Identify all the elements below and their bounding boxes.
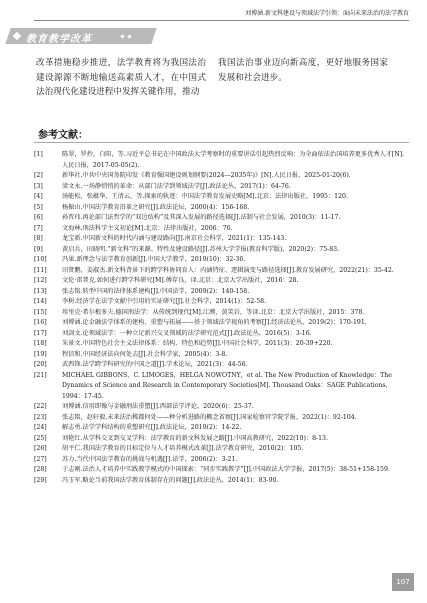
- reference-number: [23]: [34, 413, 47, 421]
- reference-number: [29]: [34, 476, 47, 484]
- reference-text: 程信和.中国经济法向何处去[J].社会科学家，2005(4)：3-8.: [62, 350, 228, 358]
- reference-number: [13]: [34, 287, 47, 295]
- reference-text: 武西锋.法学跨学科研究的中国之道[J].学术论坛，2021(3)：44-56.: [62, 361, 248, 368]
- reference-number: [21]: [34, 371, 47, 379]
- reference-text: 冯果.新理念与法学教育创新[J].中国大学教学，2019(10)：32-36.: [62, 256, 246, 263]
- reference-text: 张志铭，赵轩毅.未来法治稀都何处——种分析进路的概念省察[J].国家检察官学院学报，2022(1)：92-104.: [62, 413, 357, 421]
- body-text-left: 改革措施稳步推进，法学教育将为我国法治建设源源不断地输送高素质人才，在中国式法治现代化建设进程中发挥关键作用，推动: [36, 58, 206, 97]
- reference-text: 新华社.中共中央国务院印发《教育强国建设规划纲要(2024—2035年)》[N].人民日报，2025-01-20(6).: [62, 172, 351, 179]
- reference-number: [20]: [34, 361, 47, 368]
- reference-number: [7]: [34, 224, 43, 232]
- reference-item: [34, 224, 409, 235]
- reference-item: [34, 276, 409, 287]
- reference-item: [34, 329, 409, 340]
- reference-text: 刘剑文.论领域法学：一种立足新兴交叉领域的法学研究范式[J].政法论丛，2016(5)：3-16.: [62, 329, 312, 337]
- references-title: 参考文献：: [38, 130, 88, 141]
- reference-number: [2]: [34, 172, 43, 179]
- reference-item: [34, 255, 409, 266]
- reference-number: [15]: [34, 308, 47, 316]
- reference-item: [34, 455, 409, 466]
- reference-text: 刘艳红.从学科交叉到交叉学科：法学教育的新文科发展之路[J].中国高教研究，2022(10)：8-13.: [62, 434, 328, 442]
- reference-item: [34, 287, 409, 298]
- reference-text: MICHAEL GIBBONS，C. LIMOGES，HELGA NOWOTNY，et al. The New Production of Knowledge：The Dynamics of Science and Research in Contemporary Societies[M]. Thousand Oaks：SAGE Publications，1994：17-45.: [62, 371, 392, 400]
- reference-number: [22]: [34, 403, 47, 410]
- reference-item: [34, 476, 409, 487]
- reference-text: 龙宝新.中国新文科的时代内涵与建设路向[J].南京社会科学，2021(1)：135-143.: [62, 235, 287, 242]
- references-divider: [34, 142, 409, 143]
- reference-text: 梁文永.一场静悄悄的革命：从部门法学到领域法学[J].政法论丛，2017(1)：64-76.: [62, 182, 291, 190]
- reference-number: [27]: [34, 455, 47, 463]
- page-number: 107: [392, 573, 414, 591]
- reference-text: 刘博涵.信用即像与金融刑法重塑[J].西部法学评论，2020(6)：25-37.: [62, 403, 254, 410]
- reference-text: 杨振山.中国法学教育沿革之研究[J].政法论坛，2000(4)：156-168.: [62, 203, 250, 211]
- references-list: [34, 150, 409, 486]
- column-label: 教育教学改革: [26, 34, 92, 45]
- reference-text: 刘博涵.论金融法学体系的建构、重塑与拓展——基于领域法学视角的考察[J].经济法论丛，2019(2)：170-191.: [62, 319, 367, 326]
- reference-item: [34, 308, 409, 319]
- reference-text: 黄启兵，田晓明.“新文科”的来源、特性及建设路径[J].苏州大学学报(教育科学版)，2020(2)：75-83.: [62, 245, 340, 253]
- reference-number: [9]: [34, 245, 43, 253]
- reference-text: 文海林.刑法科学主义初论[M].北京：法律出版社，2006：76.: [62, 224, 233, 232]
- reference-item: [34, 360, 409, 371]
- reference-number: [19]: [34, 350, 47, 358]
- reference-text: 田贤鹏，姜淑杰.新文科背景下的跨学科协同育人：内涵特征、逻辑演变与路径选择[J].教育发展研究，2022(21)：35-42.: [62, 266, 394, 274]
- reference-number: [3]: [34, 182, 43, 190]
- reference-item: [34, 465, 409, 476]
- reference-item: [34, 402, 409, 413]
- reference-number: [12]: [34, 277, 47, 284]
- reference-text: 张志铭.转型中国的法律体系建构[J].中国法学，2009(2)：140-158.: [62, 287, 250, 295]
- reference-number: [25]: [34, 434, 47, 442]
- reference-item: [34, 297, 409, 308]
- reference-item: [34, 150, 409, 171]
- reference-item: [34, 203, 409, 214]
- reference-item: [34, 245, 409, 256]
- reference-text: 李树.经济学在法学文献中引用的实证研究[J].社会科学，2014(1)：52-58.: [62, 298, 267, 305]
- reference-number: [24]: [34, 424, 47, 431]
- reference-number: [28]: [34, 466, 47, 473]
- reference-number: [16]: [34, 319, 47, 326]
- reference-number: [1]: [34, 151, 43, 158]
- reference-number: [14]: [34, 298, 47, 305]
- reference-item: [34, 371, 409, 403]
- reference-text: 解志勇.法学学科结构的重塑研究[J].政法论坛，2019(2)：14-22.: [62, 424, 242, 431]
- reference-text: 文伦·雷普克.如何进行跨学科研究[M].傅存良，译.北京：北京大学出版社，2016：28.: [62, 277, 299, 284]
- reference-text: 冯玉军.略论当前我国法学教育体制存在的问题[J].政法论丛，2014(1)：83-90.: [62, 476, 279, 484]
- header-divider: [34, 20, 409, 21]
- reference-item: [34, 318, 409, 329]
- reference-item: [34, 234, 409, 245]
- reference-item: [34, 434, 409, 445]
- running-header: 刘博涵.新文科建设与领域法学引领：面向未来法治的法学教育: [245, 10, 409, 17]
- reference-number: [6]: [34, 214, 43, 221]
- reference-text: 埃里克·希尔根多夫.德国刑法学：从传统到现代[M].江溯，黄笑岩，等译.北京：北京大学出版社，2015：378.: [62, 308, 365, 316]
- reference-number: [5]: [34, 203, 43, 211]
- reference-item: [34, 171, 409, 182]
- reference-text: 孙晋玮.再论部门法哲学的“双边结构”及其深入发展的路径选择[J].法制与社会发展，2010(3)：11-17.: [62, 214, 341, 221]
- reference-item: [34, 192, 409, 203]
- reference-item: [34, 350, 409, 361]
- reference-number: [17]: [34, 329, 47, 337]
- reference-number: [8]: [34, 235, 43, 242]
- reference-item: [34, 444, 409, 455]
- reference-text: 苏力.当代中国法学教育的挑战与机遇[J].法学，2006(2)：3-21.: [62, 455, 238, 463]
- reference-item: [34, 339, 409, 350]
- reference-item: [34, 413, 409, 424]
- reference-text: 于志刚.法治人才培养中实践教学模式的中国探索：“同步实践教学”[J].中国政法大学学报，2017(5)：38-51+158-159.: [62, 466, 390, 473]
- reference-number: [10]: [34, 256, 47, 263]
- reference-text: 汤能松，张蕴华，王清云，等.探索的轨迹：中国法学教育发展史略[M].北京：法律出版社，1995：120.: [62, 193, 348, 200]
- reference-text: 胡平仁.我国法学教育的目标定位与人才培养模式改革[J].法学教育研究，2010(2)：105.: [62, 445, 304, 452]
- reference-item: [34, 213, 409, 224]
- reference-number: [11]: [34, 266, 47, 274]
- reference-number: [18]: [34, 340, 47, 347]
- reference-text: 陈翠，罗抄，白阳，等.习近平总书记在中国政法大学考察时的重要讲话引起热烈反响：为全面依法治国培养更多优秀人才[N].人民日报，2017-05-05(2).: [62, 151, 405, 169]
- reference-number: [4]: [34, 193, 43, 200]
- reference-text: 朱景文.中国特色社会主义法律体系：结构、特色和趋势[J].中国社会科学，2011(3)：20-39+220.: [62, 340, 333, 347]
- reference-number: [26]: [34, 445, 47, 452]
- body-text-right: 我国法治事业迈向新高度，更好地服务国家发展和社会进步。: [218, 58, 388, 83]
- reference-item: [34, 266, 409, 277]
- reference-item: [34, 182, 409, 193]
- reference-item: [34, 423, 409, 434]
